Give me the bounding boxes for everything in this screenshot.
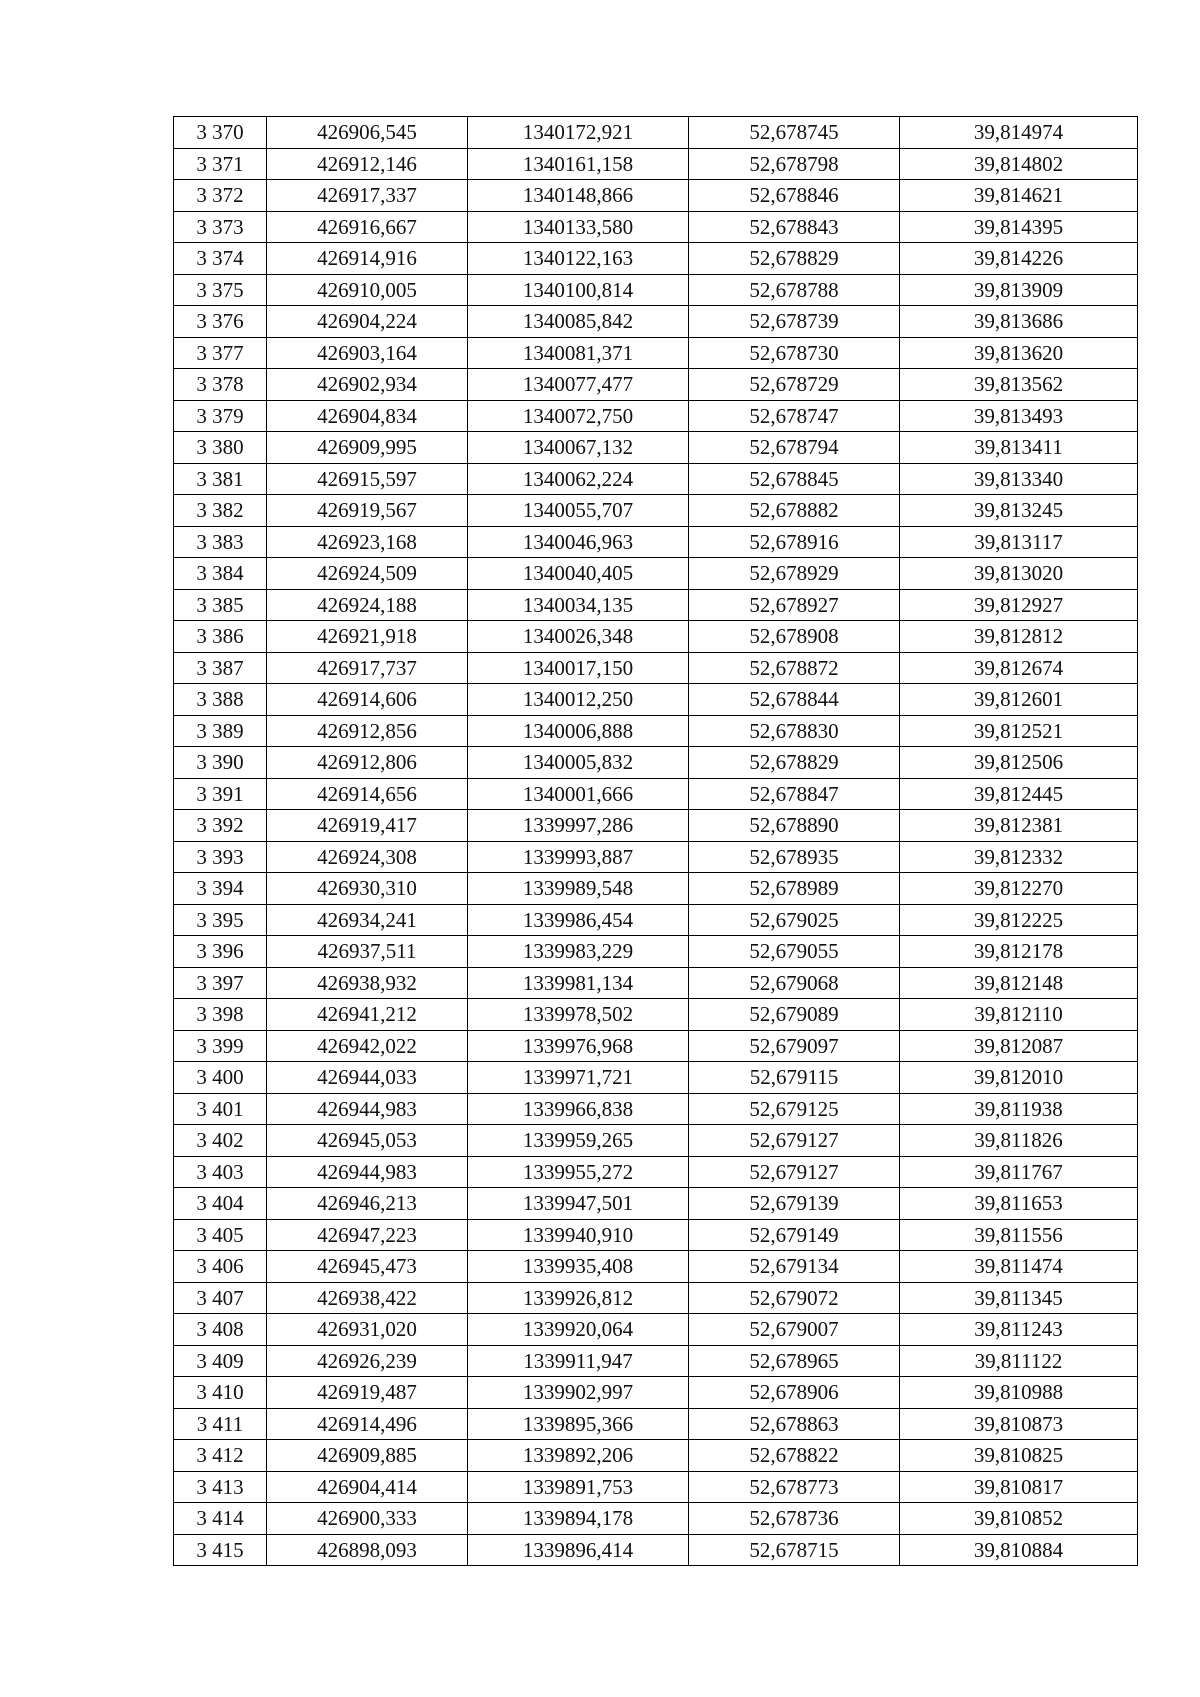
longitude-cell: 39,813117 xyxy=(900,526,1138,558)
y-coordinate-cell: 1339997,286 xyxy=(468,810,689,842)
longitude-cell: 39,813020 xyxy=(900,558,1138,590)
longitude-cell: 39,810817 xyxy=(900,1471,1138,1503)
latitude-cell: 52,678846 xyxy=(689,180,900,212)
y-coordinate-cell: 1340072,750 xyxy=(468,400,689,432)
point-number-cell: 3 392 xyxy=(174,810,267,842)
point-number-cell: 3 399 xyxy=(174,1030,267,1062)
point-number-cell: 3 378 xyxy=(174,369,267,401)
x-coordinate-cell: 426941,212 xyxy=(267,999,468,1031)
longitude-cell: 39,813686 xyxy=(900,306,1138,338)
longitude-cell: 39,814226 xyxy=(900,243,1138,275)
x-coordinate-cell: 426942,022 xyxy=(267,1030,468,1062)
latitude-cell: 52,678872 xyxy=(689,652,900,684)
table-row xyxy=(174,1440,1138,1472)
point-number-cell: 3 370 xyxy=(174,117,267,149)
latitude-cell: 52,678729 xyxy=(689,369,900,401)
longitude-cell: 39,812445 xyxy=(900,778,1138,810)
longitude-cell: 39,810988 xyxy=(900,1377,1138,1409)
y-coordinate-cell: 1339993,887 xyxy=(468,841,689,873)
table-row xyxy=(174,1188,1138,1220)
table-row xyxy=(174,1219,1138,1251)
latitude-cell: 52,679089 xyxy=(689,999,900,1031)
table-row xyxy=(174,1503,1138,1535)
point-number-cell: 3 398 xyxy=(174,999,267,1031)
table-row xyxy=(174,684,1138,716)
x-coordinate-cell: 426914,496 xyxy=(267,1408,468,1440)
latitude-cell: 52,679097 xyxy=(689,1030,900,1062)
y-coordinate-cell: 1340067,132 xyxy=(468,432,689,464)
y-coordinate-cell: 1340133,580 xyxy=(468,211,689,243)
y-coordinate-cell: 1340046,963 xyxy=(468,526,689,558)
point-number-cell: 3 404 xyxy=(174,1188,267,1220)
point-number-cell: 3 394 xyxy=(174,873,267,905)
longitude-cell: 39,814802 xyxy=(900,148,1138,180)
longitude-cell: 39,812927 xyxy=(900,589,1138,621)
x-coordinate-cell: 426926,239 xyxy=(267,1345,468,1377)
point-number-cell: 3 382 xyxy=(174,495,267,527)
table-row xyxy=(174,589,1138,621)
longitude-cell: 39,812332 xyxy=(900,841,1138,873)
point-number-cell: 3 376 xyxy=(174,306,267,338)
x-coordinate-cell: 426912,806 xyxy=(267,747,468,779)
x-coordinate-cell: 426910,005 xyxy=(267,274,468,306)
y-coordinate-cell: 1340005,832 xyxy=(468,747,689,779)
longitude-cell: 39,811938 xyxy=(900,1093,1138,1125)
latitude-cell: 52,678745 xyxy=(689,117,900,149)
table-row xyxy=(174,1093,1138,1125)
longitude-cell: 39,810873 xyxy=(900,1408,1138,1440)
y-coordinate-cell: 1339971,721 xyxy=(468,1062,689,1094)
latitude-cell: 52,678843 xyxy=(689,211,900,243)
y-coordinate-cell: 1339986,454 xyxy=(468,904,689,936)
point-number-cell: 3 387 xyxy=(174,652,267,684)
x-coordinate-cell: 426931,020 xyxy=(267,1314,468,1346)
point-number-cell: 3 388 xyxy=(174,684,267,716)
table-row xyxy=(174,810,1138,842)
y-coordinate-cell: 1340017,150 xyxy=(468,652,689,684)
table-row xyxy=(174,495,1138,527)
y-coordinate-cell: 1339911,947 xyxy=(468,1345,689,1377)
y-coordinate-cell: 1340077,477 xyxy=(468,369,689,401)
longitude-cell: 39,812381 xyxy=(900,810,1138,842)
point-number-cell: 3 390 xyxy=(174,747,267,779)
longitude-cell: 39,810852 xyxy=(900,1503,1138,1535)
latitude-cell: 52,678747 xyxy=(689,400,900,432)
table-row xyxy=(174,211,1138,243)
longitude-cell: 39,812225 xyxy=(900,904,1138,936)
y-coordinate-cell: 1340081,371 xyxy=(468,337,689,369)
longitude-cell: 39,812178 xyxy=(900,936,1138,968)
y-coordinate-cell: 1340161,158 xyxy=(468,148,689,180)
x-coordinate-cell: 426937,511 xyxy=(267,936,468,968)
y-coordinate-cell: 1339926,812 xyxy=(468,1282,689,1314)
point-number-cell: 3 414 xyxy=(174,1503,267,1535)
table-row xyxy=(174,369,1138,401)
longitude-cell: 39,811767 xyxy=(900,1156,1138,1188)
point-number-cell: 3 413 xyxy=(174,1471,267,1503)
latitude-cell: 52,678989 xyxy=(689,873,900,905)
y-coordinate-cell: 1339989,548 xyxy=(468,873,689,905)
point-number-cell: 3 393 xyxy=(174,841,267,873)
point-number-cell: 3 381 xyxy=(174,463,267,495)
point-number-cell: 3 410 xyxy=(174,1377,267,1409)
x-coordinate-cell: 426914,916 xyxy=(267,243,468,275)
latitude-cell: 52,678908 xyxy=(689,621,900,653)
x-coordinate-cell: 426917,337 xyxy=(267,180,468,212)
table-row xyxy=(174,904,1138,936)
latitude-cell: 52,678844 xyxy=(689,684,900,716)
longitude-cell: 39,811122 xyxy=(900,1345,1138,1377)
table-row xyxy=(174,337,1138,369)
table-row xyxy=(174,1251,1138,1283)
x-coordinate-cell: 426944,033 xyxy=(267,1062,468,1094)
x-coordinate-cell: 426944,983 xyxy=(267,1156,468,1188)
point-number-cell: 3 407 xyxy=(174,1282,267,1314)
longitude-cell: 39,810884 xyxy=(900,1534,1138,1566)
table-row xyxy=(174,1030,1138,1062)
latitude-cell: 52,678730 xyxy=(689,337,900,369)
longitude-cell: 39,813245 xyxy=(900,495,1138,527)
latitude-cell: 52,679134 xyxy=(689,1251,900,1283)
y-coordinate-cell: 1339895,366 xyxy=(468,1408,689,1440)
longitude-cell: 39,813340 xyxy=(900,463,1138,495)
longitude-cell: 39,812148 xyxy=(900,967,1138,999)
x-coordinate-cell: 426947,223 xyxy=(267,1219,468,1251)
point-number-cell: 3 397 xyxy=(174,967,267,999)
point-number-cell: 3 380 xyxy=(174,432,267,464)
y-coordinate-cell: 1340100,814 xyxy=(468,274,689,306)
y-coordinate-cell: 1339955,272 xyxy=(468,1156,689,1188)
point-number-cell: 3 371 xyxy=(174,148,267,180)
latitude-cell: 52,678798 xyxy=(689,148,900,180)
y-coordinate-cell: 1340148,866 xyxy=(468,180,689,212)
table-row xyxy=(174,747,1138,779)
table-row xyxy=(174,558,1138,590)
y-coordinate-cell: 1339981,134 xyxy=(468,967,689,999)
latitude-cell: 52,678929 xyxy=(689,558,900,590)
table-row xyxy=(174,1408,1138,1440)
table-row xyxy=(174,999,1138,1031)
x-coordinate-cell: 426917,737 xyxy=(267,652,468,684)
latitude-cell: 52,678890 xyxy=(689,810,900,842)
longitude-cell: 39,813562 xyxy=(900,369,1138,401)
point-number-cell: 3 385 xyxy=(174,589,267,621)
point-number-cell: 3 389 xyxy=(174,715,267,747)
latitude-cell: 52,678829 xyxy=(689,243,900,275)
longitude-cell: 39,811345 xyxy=(900,1282,1138,1314)
point-number-cell: 3 391 xyxy=(174,778,267,810)
y-coordinate-cell: 1340026,348 xyxy=(468,621,689,653)
y-coordinate-cell: 1339976,968 xyxy=(468,1030,689,1062)
latitude-cell: 52,678965 xyxy=(689,1345,900,1377)
x-coordinate-cell: 426909,995 xyxy=(267,432,468,464)
y-coordinate-cell: 1339894,178 xyxy=(468,1503,689,1535)
latitude-cell: 52,678739 xyxy=(689,306,900,338)
x-coordinate-cell: 426915,597 xyxy=(267,463,468,495)
table-row xyxy=(174,936,1138,968)
point-number-cell: 3 374 xyxy=(174,243,267,275)
point-number-cell: 3 377 xyxy=(174,337,267,369)
x-coordinate-cell: 426906,545 xyxy=(267,117,468,149)
y-coordinate-cell: 1339902,997 xyxy=(468,1377,689,1409)
table-row xyxy=(174,274,1138,306)
longitude-cell: 39,813411 xyxy=(900,432,1138,464)
latitude-cell: 52,679139 xyxy=(689,1188,900,1220)
x-coordinate-cell: 426945,053 xyxy=(267,1125,468,1157)
x-coordinate-cell: 426944,983 xyxy=(267,1093,468,1125)
point-number-cell: 3 405 xyxy=(174,1219,267,1251)
latitude-cell: 52,679125 xyxy=(689,1093,900,1125)
latitude-cell: 52,678773 xyxy=(689,1471,900,1503)
longitude-cell: 39,811826 xyxy=(900,1125,1138,1157)
longitude-cell: 39,812812 xyxy=(900,621,1138,653)
latitude-cell: 52,678736 xyxy=(689,1503,900,1535)
x-coordinate-cell: 426903,164 xyxy=(267,337,468,369)
y-coordinate-cell: 1340012,250 xyxy=(468,684,689,716)
table-row xyxy=(174,243,1138,275)
latitude-cell: 52,679072 xyxy=(689,1282,900,1314)
coordinates-table-body xyxy=(174,117,1138,1566)
longitude-cell: 39,812110 xyxy=(900,999,1138,1031)
x-coordinate-cell: 426919,417 xyxy=(267,810,468,842)
table-row xyxy=(174,400,1138,432)
table-row xyxy=(174,1314,1138,1346)
point-number-cell: 3 379 xyxy=(174,400,267,432)
x-coordinate-cell: 426938,422 xyxy=(267,1282,468,1314)
point-number-cell: 3 412 xyxy=(174,1440,267,1472)
latitude-cell: 52,678935 xyxy=(689,841,900,873)
point-number-cell: 3 383 xyxy=(174,526,267,558)
longitude-cell: 39,813620 xyxy=(900,337,1138,369)
longitude-cell: 39,812521 xyxy=(900,715,1138,747)
y-coordinate-cell: 1339983,229 xyxy=(468,936,689,968)
x-coordinate-cell: 426914,606 xyxy=(267,684,468,716)
y-coordinate-cell: 1339935,408 xyxy=(468,1251,689,1283)
longitude-cell: 39,811653 xyxy=(900,1188,1138,1220)
latitude-cell: 52,678794 xyxy=(689,432,900,464)
latitude-cell: 52,679149 xyxy=(689,1219,900,1251)
x-coordinate-cell: 426902,934 xyxy=(267,369,468,401)
y-coordinate-cell: 1339947,501 xyxy=(468,1188,689,1220)
table-row xyxy=(174,652,1138,684)
x-coordinate-cell: 426924,188 xyxy=(267,589,468,621)
latitude-cell: 52,679025 xyxy=(689,904,900,936)
latitude-cell: 52,679115 xyxy=(689,1062,900,1094)
table-row xyxy=(174,526,1138,558)
x-coordinate-cell: 426912,856 xyxy=(267,715,468,747)
y-coordinate-cell: 1340040,405 xyxy=(468,558,689,590)
point-number-cell: 3 395 xyxy=(174,904,267,936)
table-row xyxy=(174,1345,1138,1377)
longitude-cell: 39,813909 xyxy=(900,274,1138,306)
y-coordinate-cell: 1339920,064 xyxy=(468,1314,689,1346)
table-row xyxy=(174,1282,1138,1314)
table-row xyxy=(174,463,1138,495)
latitude-cell: 52,678822 xyxy=(689,1440,900,1472)
x-coordinate-cell: 426909,885 xyxy=(267,1440,468,1472)
longitude-cell: 39,811243 xyxy=(900,1314,1138,1346)
longitude-cell: 39,812506 xyxy=(900,747,1138,779)
longitude-cell: 39,814395 xyxy=(900,211,1138,243)
latitude-cell: 52,678830 xyxy=(689,715,900,747)
table-row xyxy=(174,621,1138,653)
y-coordinate-cell: 1340055,707 xyxy=(468,495,689,527)
y-coordinate-cell: 1339892,206 xyxy=(468,1440,689,1472)
latitude-cell: 52,678882 xyxy=(689,495,900,527)
point-number-cell: 3 408 xyxy=(174,1314,267,1346)
y-coordinate-cell: 1340062,224 xyxy=(468,463,689,495)
table-row xyxy=(174,873,1138,905)
x-coordinate-cell: 426919,567 xyxy=(267,495,468,527)
x-coordinate-cell: 426914,656 xyxy=(267,778,468,810)
point-number-cell: 3 401 xyxy=(174,1093,267,1125)
table-row xyxy=(174,180,1138,212)
x-coordinate-cell: 426934,241 xyxy=(267,904,468,936)
y-coordinate-cell: 1339891,753 xyxy=(468,1471,689,1503)
point-number-cell: 3 373 xyxy=(174,211,267,243)
x-coordinate-cell: 426924,509 xyxy=(267,558,468,590)
table-row xyxy=(174,148,1138,180)
table-row xyxy=(174,1156,1138,1188)
y-coordinate-cell: 1339896,414 xyxy=(468,1534,689,1566)
latitude-cell: 52,678788 xyxy=(689,274,900,306)
x-coordinate-cell: 426919,487 xyxy=(267,1377,468,1409)
x-coordinate-cell: 426904,834 xyxy=(267,400,468,432)
latitude-cell: 52,678863 xyxy=(689,1408,900,1440)
point-number-cell: 3 400 xyxy=(174,1062,267,1094)
y-coordinate-cell: 1340085,842 xyxy=(468,306,689,338)
y-coordinate-cell: 1339978,502 xyxy=(468,999,689,1031)
table-row xyxy=(174,1534,1138,1566)
table-row xyxy=(174,841,1138,873)
latitude-cell: 52,679055 xyxy=(689,936,900,968)
x-coordinate-cell: 426916,667 xyxy=(267,211,468,243)
longitude-cell: 39,814621 xyxy=(900,180,1138,212)
table-row xyxy=(174,1062,1138,1094)
y-coordinate-cell: 1340122,163 xyxy=(468,243,689,275)
longitude-cell: 39,811556 xyxy=(900,1219,1138,1251)
point-number-cell: 3 375 xyxy=(174,274,267,306)
table-row xyxy=(174,1125,1138,1157)
x-coordinate-cell: 426904,414 xyxy=(267,1471,468,1503)
latitude-cell: 52,679127 xyxy=(689,1125,900,1157)
latitude-cell: 52,678916 xyxy=(689,526,900,558)
point-number-cell: 3 409 xyxy=(174,1345,267,1377)
x-coordinate-cell: 426912,146 xyxy=(267,148,468,180)
longitude-cell: 39,812010 xyxy=(900,1062,1138,1094)
latitude-cell: 52,679127 xyxy=(689,1156,900,1188)
longitude-cell: 39,812674 xyxy=(900,652,1138,684)
point-number-cell: 3 406 xyxy=(174,1251,267,1283)
latitude-cell: 52,678847 xyxy=(689,778,900,810)
x-coordinate-cell: 426904,224 xyxy=(267,306,468,338)
x-coordinate-cell: 426921,918 xyxy=(267,621,468,653)
latitude-cell: 52,678829 xyxy=(689,747,900,779)
y-coordinate-cell: 1339940,910 xyxy=(468,1219,689,1251)
y-coordinate-cell: 1340034,135 xyxy=(468,589,689,621)
table-row xyxy=(174,715,1138,747)
point-number-cell: 3 384 xyxy=(174,558,267,590)
y-coordinate-cell: 1339966,838 xyxy=(468,1093,689,1125)
longitude-cell: 39,810825 xyxy=(900,1440,1138,1472)
coordinates-table xyxy=(173,116,1138,1566)
longitude-cell: 39,812087 xyxy=(900,1030,1138,1062)
point-number-cell: 3 403 xyxy=(174,1156,267,1188)
y-coordinate-cell: 1339959,265 xyxy=(468,1125,689,1157)
x-coordinate-cell: 426924,308 xyxy=(267,841,468,873)
point-number-cell: 3 402 xyxy=(174,1125,267,1157)
latitude-cell: 52,679068 xyxy=(689,967,900,999)
table-row xyxy=(174,117,1138,149)
point-number-cell: 3 415 xyxy=(174,1534,267,1566)
y-coordinate-cell: 1340001,666 xyxy=(468,778,689,810)
point-number-cell: 3 386 xyxy=(174,621,267,653)
latitude-cell: 52,678715 xyxy=(689,1534,900,1566)
point-number-cell: 3 411 xyxy=(174,1408,267,1440)
latitude-cell: 52,678906 xyxy=(689,1377,900,1409)
latitude-cell: 52,678927 xyxy=(689,589,900,621)
table-row xyxy=(174,306,1138,338)
x-coordinate-cell: 426898,093 xyxy=(267,1534,468,1566)
table-row xyxy=(174,432,1138,464)
longitude-cell: 39,812270 xyxy=(900,873,1138,905)
x-coordinate-cell: 426923,168 xyxy=(267,526,468,558)
x-coordinate-cell: 426900,333 xyxy=(267,1503,468,1535)
longitude-cell: 39,814974 xyxy=(900,117,1138,149)
longitude-cell: 39,812601 xyxy=(900,684,1138,716)
x-coordinate-cell: 426930,310 xyxy=(267,873,468,905)
table-row xyxy=(174,967,1138,999)
x-coordinate-cell: 426938,932 xyxy=(267,967,468,999)
table-row xyxy=(174,1471,1138,1503)
longitude-cell: 39,811474 xyxy=(900,1251,1138,1283)
y-coordinate-cell: 1340006,888 xyxy=(468,715,689,747)
longitude-cell: 39,813493 xyxy=(900,400,1138,432)
latitude-cell: 52,679007 xyxy=(689,1314,900,1346)
latitude-cell: 52,678845 xyxy=(689,463,900,495)
point-number-cell: 3 396 xyxy=(174,936,267,968)
x-coordinate-cell: 426946,213 xyxy=(267,1188,468,1220)
point-number-cell: 3 372 xyxy=(174,180,267,212)
y-coordinate-cell: 1340172,921 xyxy=(468,117,689,149)
table-row xyxy=(174,1377,1138,1409)
x-coordinate-cell: 426945,473 xyxy=(267,1251,468,1283)
table-row xyxy=(174,778,1138,810)
